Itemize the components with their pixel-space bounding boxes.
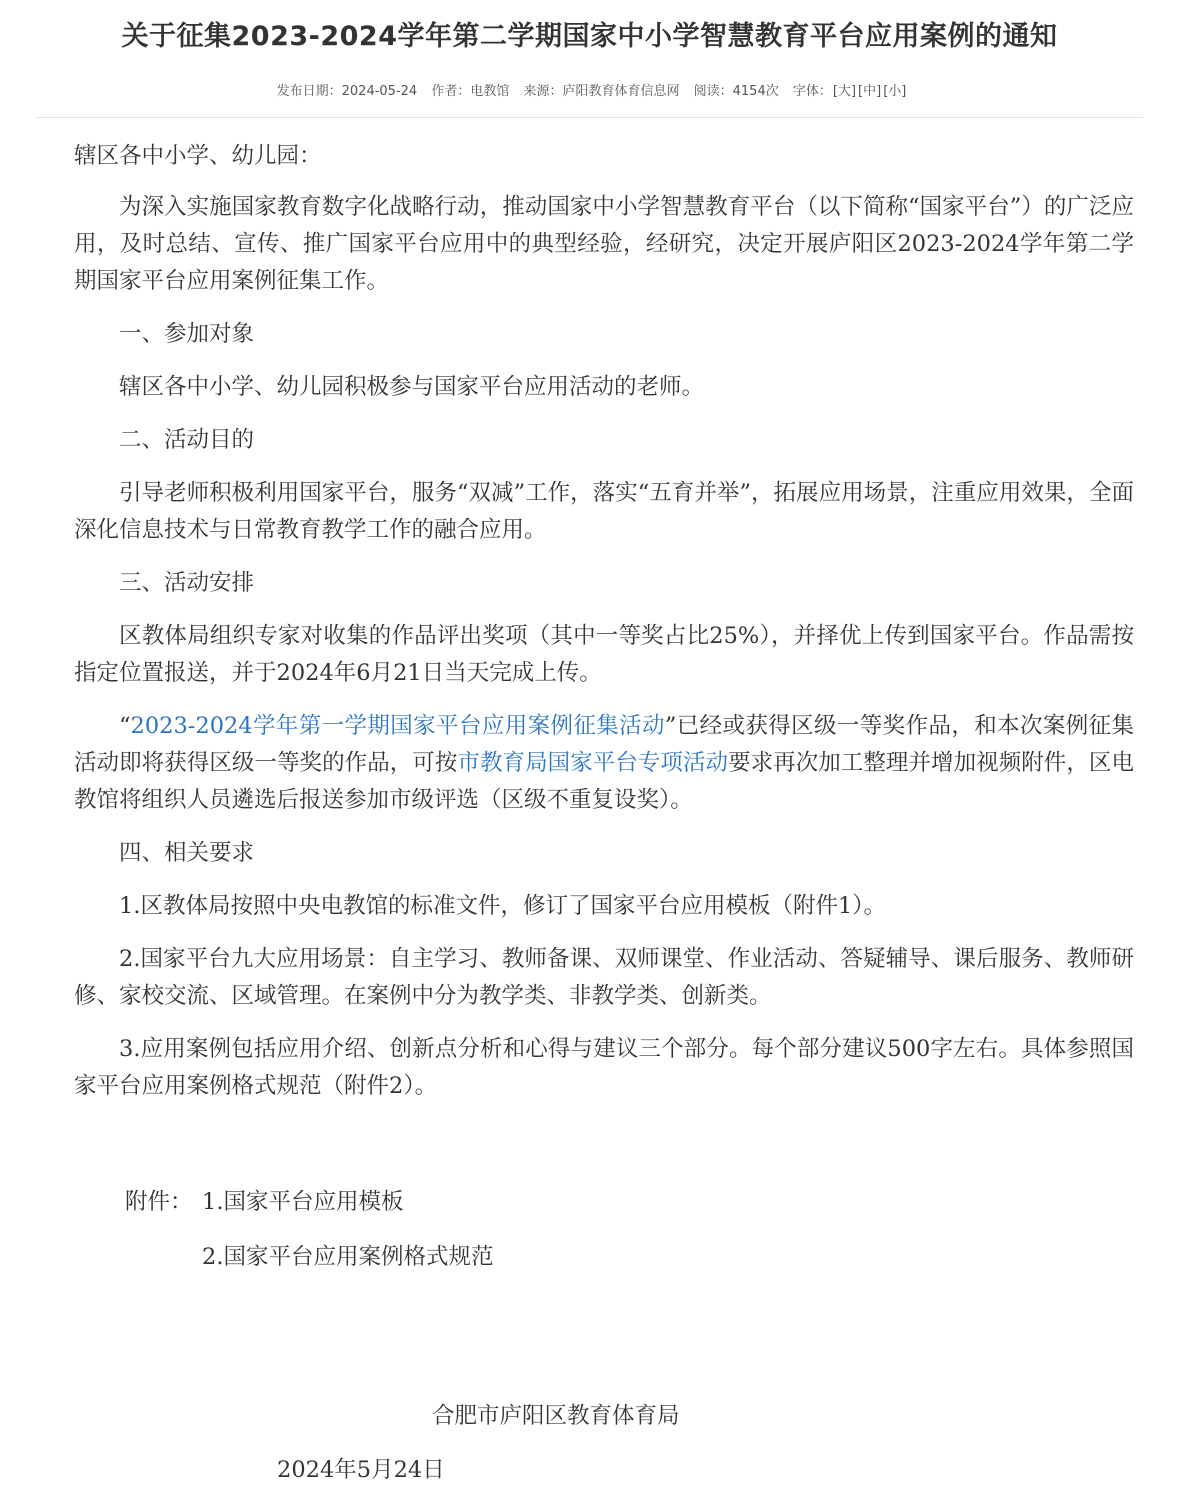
- article-meta: [0, 80, 1179, 99]
- font-size-control: [793, 84, 907, 99]
- section-heading-arrangement: 三、活动安排: [119, 570, 255, 596]
- salutation: 辖区各中小学、幼儿园：: [74, 143, 322, 169]
- city-activity-link[interactable]: 市教育局国家平台专项活动: [457, 750, 729, 776]
- attachment-row: [125, 1184, 493, 1239]
- publish-date: 发布日期：2024-05-24: [276, 84, 418, 99]
- attachment-item-2: 2.国家平台应用案例格式规范: [202, 1244, 494, 1270]
- source: 来源：庐阳教育体育信息网: [523, 84, 680, 99]
- purpose-paragraph: 引导老师积极利用国家平台，服务“双减”工作，落实“五育并举”，拓展应用场景，注重应用效果，全面深化信息技术与日常教育教学工作的融合应用。: [74, 480, 1134, 543]
- intro-paragraph: 为深入实施国家教育数字化战略行动，推动国家中小学智慧教育平台（以下简称“国家平台”）的广泛应用，及时总结、宣传、推广国家平台应用中的典型经验，经研究，决定开展庐阳区2023-2024学年第二学期国家平台应用案例征集工作。: [74, 194, 1134, 294]
- arrangement-paragraph-links: [74, 708, 1134, 819]
- attachments-label-spacer: [125, 1239, 202, 1294]
- author: 作者：电教馆: [431, 84, 510, 99]
- open-quote: “: [119, 713, 131, 739]
- arrangement-text-2: 要求再次加工整理并增加视频附件，区电教馆将组织人员遴选后报送参加市级评选（区级不重复设奖）。: [74, 750, 1134, 813]
- attachments-label: 附件：: [125, 1189, 193, 1215]
- issuer-name: 合肥市庐阳区教育体育局: [432, 1403, 680, 1429]
- view-count: 阅读：4154次: [693, 84, 779, 99]
- font-size-label: 字体：: [792, 84, 832, 99]
- font-small-button[interactable]: [小]: [883, 84, 907, 99]
- article-body: [74, 138, 1134, 1121]
- attachment-row: [125, 1239, 493, 1294]
- section-heading-requirements: 四、相关要求: [119, 840, 255, 866]
- previous-activity-link[interactable]: 2023-2024学年第一学期国家平台应用案例征集活动: [130, 713, 665, 739]
- attachment-item-1: 1.国家平台应用模板: [202, 1189, 404, 1215]
- section-heading-participants: 一、参加对象: [119, 321, 255, 347]
- participants-paragraph: 辖区各中小学、幼儿园积极参与国家平台应用活动的老师。: [119, 374, 705, 400]
- arrangement-paragraph: 区教体局组织专家对收集的作品评出奖项（其中一等奖占比25%），并择优上传到国家平台。作品需按指定位置报送，并于2024年6月21日当天完成上传。: [74, 623, 1134, 686]
- section-heading-purpose: 二、活动目的: [119, 427, 255, 453]
- requirement-3: 3.应用案例包括应用介绍、创新点分析和心得与建议三个部分。每个部分建议500字左右。具体参照国家平台应用案例格式规范（附件2）。: [74, 1036, 1134, 1099]
- attachments: [125, 1184, 493, 1294]
- font-large-button[interactable]: [大]: [832, 84, 857, 99]
- arrangement-text-1: ”已经或获得区级一等奖作品，和本次案例征集活动即将获得区级一等奖的作品，可按: [74, 713, 1134, 776]
- requirement-1: 1.区教体局按照中央电教馆的标准文件，修订了国家平台应用模板（附件1）。: [119, 893, 887, 919]
- requirement-2: 2.国家平台九大应用场景：自主学习、教师备课、双师课堂、作业活动、答疑辅导、课后服务、教师研修、家校交流、区域管理。在案例中分为教学类、非教学类、创新类。: [74, 946, 1134, 1009]
- issue-date: 2024年5月24日: [277, 1457, 445, 1483]
- font-medium-button[interactable]: [中]: [858, 84, 882, 99]
- meta-divider: [36, 117, 1143, 118]
- article-title: 关于征集2023-2024学年第二学期国家中小学智慧教育平台应用案例的通知: [121, 21, 1058, 52]
